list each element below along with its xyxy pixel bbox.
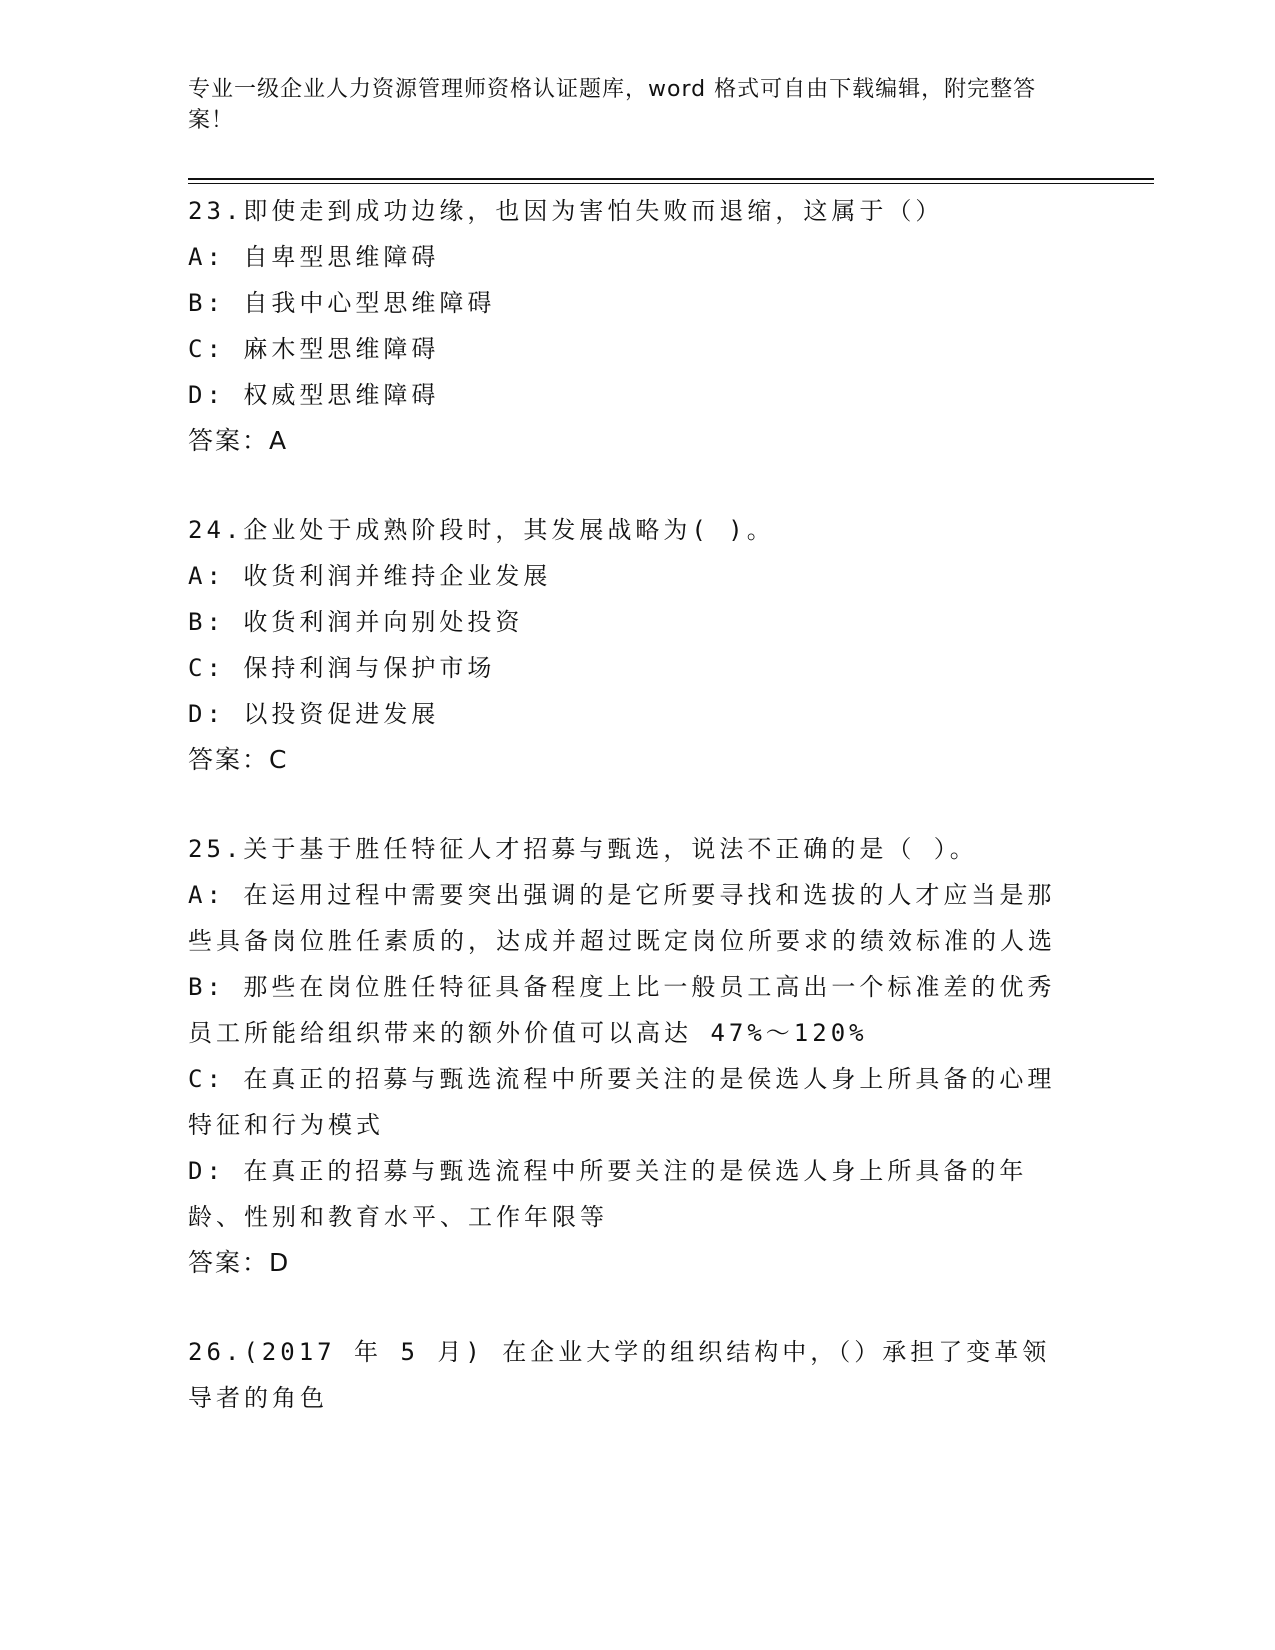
option-c: C: 保持利润与保护市场 [188, 654, 496, 682]
option-d: D: 以投资促进发展 [188, 700, 440, 728]
option-a: A: 收货利润并维持企业发展 [188, 562, 552, 590]
option-c: C: 在真正的招募与甄选流程中所要关注的是侯选人身上所具备的心理特征和行为模式 [188, 1065, 1056, 1139]
header-rule-thin [188, 183, 1154, 184]
option-a: A: 在运用过程中需要突出强调的是它所要寻找和选拔的人才应当是那些具备岗位胜任素质的，达成并超过既定岗位所要求的绩效标准的人选 [188, 881, 1056, 955]
question-25 [188, 826, 1068, 1286]
question-stem: 25.关于基于胜任特征人才招募与甄选，说法不正确的是（ ）。 [188, 835, 978, 863]
header-rule-thick [188, 178, 1154, 180]
answer: 答案：C [188, 745, 289, 774]
question-list [188, 188, 1068, 1464]
option-d: D: 权威型思维障碍 [188, 381, 440, 409]
page-header: 专业一级企业人力资源管理师资格认证题库，word 格式可自由下载编辑，附完整答案！ [188, 77, 1037, 133]
option-d: D: 在真正的招募与甄选流程中所要关注的是侯选人身上所具备的年龄、性别和教育水平、工作年限等 [188, 1157, 1028, 1231]
question-stem: 23.即使走到成功边缘，也因为害怕失败而退缩，这属于（） [188, 197, 944, 225]
option-a: A: 自卑型思维障碍 [188, 243, 440, 271]
question-stem: 26.(2017 年 5 月) 在企业大学的组织结构中，（）承担了变革领导者的角色 [188, 1338, 1051, 1412]
question-24 [188, 507, 1068, 783]
question-26 [188, 1329, 1068, 1421]
option-b: B: 自我中心型思维障碍 [188, 289, 496, 317]
option-b: B: 那些在岗位胜任特征具备程度上比一般员工高出一个标准差的优秀员工所能给组织带来的额外价值可以高达 47%～120% [188, 973, 1056, 1047]
option-c: C: 麻木型思维障碍 [188, 335, 440, 363]
option-b: B: 收货利润并向别处投资 [188, 608, 524, 636]
question-23 [188, 188, 1068, 464]
question-stem: 24.企业处于成熟阶段时，其发展战略为( )。 [188, 516, 775, 544]
answer: 答案：D [188, 1248, 291, 1277]
answer: 答案：A [188, 426, 289, 455]
